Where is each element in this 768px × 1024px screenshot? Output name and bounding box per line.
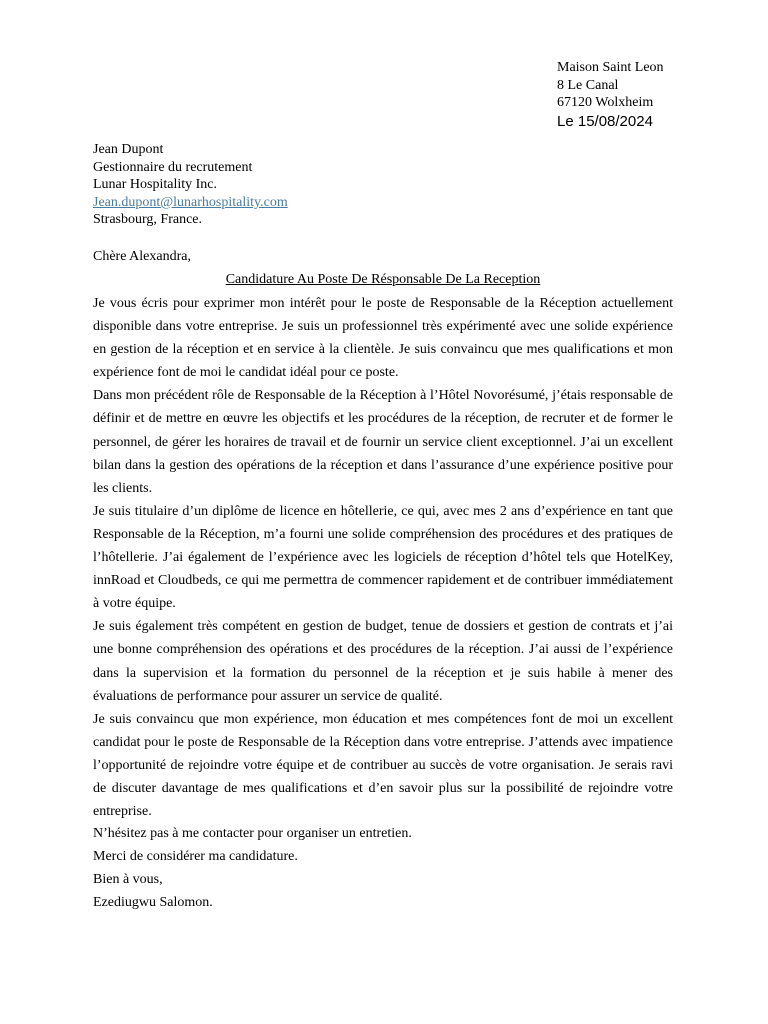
letter-date: Le 15/08/2024 xyxy=(557,112,653,130)
recipient-company: Lunar Hospitality Inc. xyxy=(93,177,218,193)
body-paragraph-5: Je suis convaincu que mon expérience, mon éducation et mes compétences font de moi un excellent candidat pour le poste de Responsable de la Réception dans votre entreprise. J’attends avec impatience l’opportunité de rejoindre votre équipe et de contribuer au succès de votre organisation. Je serais ravi de discuter davantage de mes qualifications et d’en savoir plus sur la possibilité de rejoindre votre entreprise. xyxy=(93,711,673,820)
recipient-title: Gestionnaire du recrutement xyxy=(93,159,253,175)
recipient-email-link[interactable]: Jean.dupont@lunarhospitality.com xyxy=(93,194,288,210)
body-paragraph-1: Je vous écris pour exprimer mon intérêt pour le poste de Responsable de la Réception actuellement disponible dans votre entreprise. Je suis un professionnel très expérimenté avec une solide expérience en gestion de la réception et en service à la clientèle. Je suis convaincu que mes qualifications et mon expérience font de moi le candidat idéal pour ce poste. xyxy=(93,296,673,381)
closing-signoff: Bien à vous, xyxy=(93,872,163,888)
closing-contact-line: N’hésitez pas à me contacter pour organiser un entretien. xyxy=(93,826,412,841)
sender-name: Maison Saint Leon xyxy=(557,60,664,75)
letter-body xyxy=(93,292,673,823)
sender-street: 8 Le Canal xyxy=(557,77,619,93)
letter-subject: Candidature Au Poste De Résponsable De La Reception xyxy=(225,272,541,287)
body-paragraph-2: Dans mon précédent rôle de Responsable de la Réception à l’Hôtel Novorésumé, j’étais responsable de définir et de mettre en œuvre les objectifs et les procédures de la réception, de recruter et de former le personnel, de gérer les horaires de travail et de fournir un service client exceptionnel. J’ai un excellent bilan dans la gestion des opérations de la réception et dans l’assurance d’une expérience positive pour les clients. xyxy=(93,388,673,496)
body-paragraph-3: Je suis titulaire d’un diplôme de licence en hôtellerie, ce qui, avec mes 2 ans d’expérience en tant que Responsable de la Réception, m’a fourni une solide compréhension des procédures et des pratiques de l’hôtellerie. J’ai également de l’expérience avec les logiciels de réception d’hôtel tels que HotelKey, innRoad et Cloudbeds, ce qui me permettra de commencer rapidement et de contribuer immédiatement à votre équipe. xyxy=(93,503,673,612)
salutation: Chère Alexandra, xyxy=(93,249,191,264)
recipient-name: Jean Dupont xyxy=(93,142,164,157)
closing-thanks-line: Merci de considérer ma candidature. xyxy=(93,849,298,865)
sender-address-block xyxy=(557,59,664,131)
recipient-address-block xyxy=(93,141,288,229)
letter-closing xyxy=(93,822,673,914)
sender-city: 67120 Wolxheim xyxy=(557,95,654,110)
body-paragraph-4: Je suis également très compétent en gestion de budget, tenue de dossiers et gestion de contrats et j’ai une bonne compréhension des opérations et des procédures de la réception. J’ai aussi de l’expérience dans la supervision et la formation du personnel de la réception et je suis habile à mener des évaluations de performance pour assurer un service de qualité. xyxy=(93,619,673,704)
recipient-location: Strasbourg, France. xyxy=(93,212,202,228)
signature: Ezediugwu Salomon. xyxy=(93,895,213,911)
